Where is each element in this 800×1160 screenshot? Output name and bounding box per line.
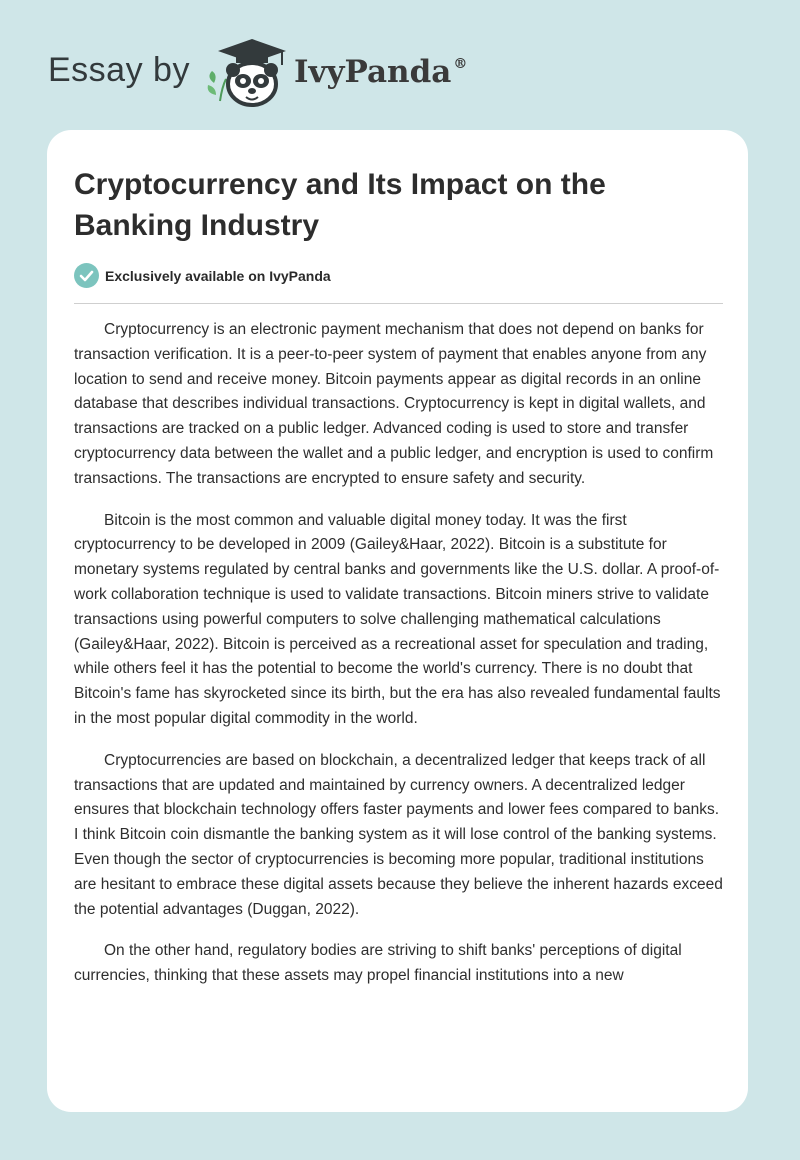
paragraph: Bitcoin is the most common and valuable digital money today. It was the first cryptocurrency to be developed in 2009 (Gailey&Haar, 2022). Bitcoin is a substitute for monetary systems regulated by central banks and governments like the U.S. dollar. A proof-of-work collaboration technique is used to validate transactions. Bitcoin miners strive to validate transactions using powerful computers to solve challenging mathematical calculations (Gailey&Haar, 2022). Bitcoin is perceived as a recreational asset for speculation and trading, while others feel it has the potential to become the world's currency. There is no doubt that Bitcoin's fame has skyrocketed since its birth, but the era has also revealed fundamental faults in the most popular digital commodity in the world.	[74, 511, 721, 727]
paragraph: Cryptocurrency is an electronic payment mechanism that does not depend on banks for transaction verification. It is a peer-to-peer system of payment that enables anyone from any location to send and receive money. Bitcoin payments appear as digital records in an online database that describes individual transactions. Cryptocurrency is kept in digital wallets, and transactions are tracked on a public ledger. Advanced coding is used to store and transfer cryptocurrency data between the wallet and a public ledger, and encryption is used to confirm transactions. The transactions are encrypted to ensure safety and security.	[74, 321, 714, 487]
brand-prefix: Essay by	[48, 50, 190, 89]
exclusive-badge	[74, 263, 331, 288]
brand-header	[48, 38, 467, 108]
registered-mark: ®	[453, 56, 468, 72]
essay-title: Cryptocurrency and Its Impact on the Banking Industry	[74, 168, 606, 242]
essay-body	[74, 318, 726, 1006]
exclusive-text: Exclusively available on IvyPanda	[105, 267, 331, 284]
essay-card	[47, 130, 748, 1112]
check-badge-icon	[74, 263, 99, 288]
paragraph: Cryptocurrencies are based on blockchain, a decentralized ledger that keeps track of all transactions that are updated and maintained by currency owners. A decentralized ledger ensures that blockchain technology offers faster payments and lower fees compared to banks. I think Bitcoin coin dismantle the banking system as it will lose control of the banking systems. Even though the sector of cryptocurrencies is becoming more popular, traditional institutions are hesitant to embrace these digital assets because they believe the inherent hazards exceed the potential advantages (Duggan, 2022).	[74, 751, 723, 918]
brand-name-text: IvyPanda	[293, 54, 452, 90]
divider	[74, 303, 723, 304]
panda-logo-icon	[204, 37, 292, 109]
brand-name	[294, 54, 467, 90]
paragraph: On the other hand, regulatory bodies are striving to shift banks' perceptions of digital currencies, thinking that these assets may propel financial institutions into a new	[74, 942, 682, 985]
